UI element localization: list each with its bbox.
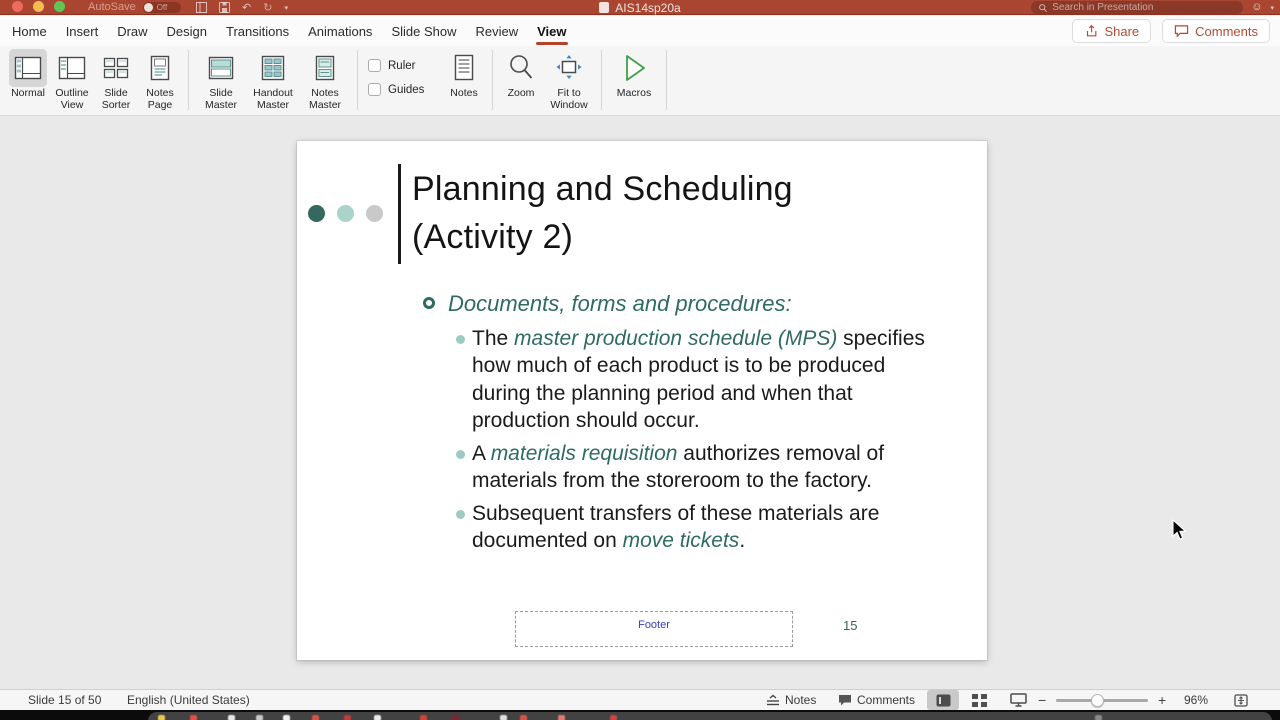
handout-master-icon xyxy=(258,53,288,83)
chevron-down-icon[interactable]: ▾ xyxy=(1270,4,1274,12)
footer-placeholder-text: Footer xyxy=(638,619,670,631)
status-slideshow-icon xyxy=(1010,693,1027,707)
guides-checkbox[interactable] xyxy=(368,83,440,96)
ruler-checkbox[interactable] xyxy=(368,59,440,72)
dock-app-icon[interactable] xyxy=(1095,715,1102,720)
dot-bullet-icon xyxy=(456,335,465,344)
notes-page-label: Notes Page xyxy=(146,87,174,111)
status-normal-view-button[interactable] xyxy=(927,690,959,710)
dock-app-icon[interactable] xyxy=(283,715,290,720)
notes-master-button[interactable] xyxy=(299,49,351,111)
dot-bullet-icon xyxy=(456,450,465,459)
fit-to-window-label: Fit to Window xyxy=(550,87,588,111)
decorative-circle-gray xyxy=(366,205,383,222)
notes-button-label: Notes xyxy=(450,87,478,99)
ring-bullet-icon xyxy=(423,297,435,309)
slide-sorter-icon xyxy=(101,53,131,83)
dock-app-icon[interactable] xyxy=(374,715,381,720)
fit-slide-to-window-button[interactable] xyxy=(1228,690,1254,710)
slide-title-line2: (Activity 2) xyxy=(412,218,574,256)
slide-position-status[interactable]: Slide 15 of 50 xyxy=(28,693,102,707)
slide-sorter-button[interactable] xyxy=(94,49,138,111)
dock-app-icon[interactable] xyxy=(158,715,165,720)
share-icon xyxy=(1084,24,1098,38)
tab-design[interactable]: Design xyxy=(166,23,208,39)
slide-body-text[interactable] xyxy=(420,290,934,560)
tab-review[interactable]: Review xyxy=(475,23,519,39)
checkbox-icon xyxy=(368,59,381,72)
text-run: Documents, forms and procedures: xyxy=(448,291,792,316)
tab-transitions[interactable]: Transitions xyxy=(226,23,290,39)
ribbon-separator xyxy=(357,50,358,110)
text-run: A xyxy=(472,441,491,465)
notes-status-label: Notes xyxy=(785,693,817,707)
comments-button[interactable] xyxy=(1162,19,1270,43)
ruler-label: Ruler xyxy=(388,59,416,72)
dock-bar xyxy=(148,712,1272,720)
mouse-cursor xyxy=(1172,519,1187,541)
tab-view[interactable]: View xyxy=(537,16,566,46)
status-bar xyxy=(0,689,1280,710)
redo-icon[interactable]: ↻ xyxy=(263,2,273,14)
dock-app-icon[interactable] xyxy=(452,715,459,720)
status-slide-sorter-icon xyxy=(972,694,987,707)
ribbon-separator xyxy=(492,50,493,110)
slide-sorter-label: Slide Sorter xyxy=(101,87,131,111)
zoom-slider-knob[interactable] xyxy=(1091,694,1104,707)
outline-view-button[interactable] xyxy=(50,49,94,111)
slide[interactable] xyxy=(297,141,987,660)
dock-app-icon[interactable] xyxy=(558,715,565,720)
ribbon-separator xyxy=(188,50,189,110)
zoom-out-button[interactable]: − xyxy=(1038,692,1047,708)
ribbon xyxy=(0,46,1280,116)
fit-to-window-button[interactable] xyxy=(543,49,595,111)
slide-canvas[interactable] xyxy=(0,117,1280,689)
dock-app-icon[interactable] xyxy=(610,715,617,720)
comment-icon xyxy=(1174,24,1189,38)
notes-toggle-button[interactable] xyxy=(442,49,486,100)
slide-number: 15 xyxy=(843,618,858,633)
ribbon-tabs xyxy=(12,16,567,46)
notes-icon xyxy=(450,53,478,83)
macos-dock xyxy=(0,710,1280,720)
dock-app-icon[interactable] xyxy=(228,715,235,720)
handout-master-button[interactable] xyxy=(247,49,299,111)
tab-draw[interactable]: Draw xyxy=(117,23,148,39)
decorative-circle-light-teal xyxy=(337,205,354,222)
ribbon-tab-row xyxy=(0,16,1280,46)
footer-placeholder[interactable] xyxy=(515,611,793,647)
slide-master-label: Slide Master xyxy=(204,87,238,111)
status-slideshow-button[interactable] xyxy=(1002,690,1034,710)
share-button[interactable] xyxy=(1072,19,1151,43)
status-normal-view-icon xyxy=(936,694,951,707)
text-run: . xyxy=(739,529,746,552)
text-run: The xyxy=(472,326,515,350)
text-run: specifies how much of each product is to be produced during the planning period and when that production should occur. xyxy=(472,326,925,432)
checkbox-icon xyxy=(368,83,381,96)
ribbon-separator xyxy=(666,50,667,110)
autosave-state: Off xyxy=(156,2,168,12)
comments-status-label: Comments xyxy=(857,693,916,707)
dot-bullet-icon xyxy=(456,510,465,519)
tab-home[interactable]: Home xyxy=(12,23,47,39)
notes-master-icon xyxy=(310,53,340,83)
text-run: master production schedule (MPS) xyxy=(514,326,838,350)
macros-play-icon xyxy=(619,53,649,83)
normal-view-label: Normal xyxy=(11,87,45,99)
titlebar xyxy=(0,0,1280,15)
title-divider-rule xyxy=(398,164,401,264)
chevron-down-icon[interactable]: ▾ xyxy=(284,4,288,12)
zoom-percentage[interactable]: 96% xyxy=(1184,693,1209,707)
text-run: Subsequent transfers of these materials are documented on xyxy=(472,501,880,552)
document-icon xyxy=(599,2,609,13)
document-title: AIS14sp20a xyxy=(615,0,681,15)
outline-view-icon xyxy=(57,53,87,83)
text-run: materials requisition xyxy=(490,441,678,465)
zoom-button-label: Zoom xyxy=(507,87,535,99)
fit-slide-icon xyxy=(1234,694,1248,707)
share-label: Share xyxy=(1104,23,1140,39)
decorative-circle-dark-teal xyxy=(308,205,325,222)
dock-app-icon[interactable] xyxy=(500,715,507,720)
dock-app-icon[interactable] xyxy=(256,715,263,720)
notes-master-label: Notes Master xyxy=(308,87,342,111)
dock-app-icon[interactable] xyxy=(190,715,197,720)
normal-view-button[interactable] xyxy=(6,49,50,100)
tab-insert[interactable]: Insert xyxy=(65,23,99,39)
macros-button[interactable] xyxy=(608,49,660,100)
notes-page-button[interactable] xyxy=(138,49,182,111)
fit-to-window-icon xyxy=(553,53,585,83)
zoom-icon xyxy=(506,53,536,83)
dock-app-icon[interactable] xyxy=(520,715,527,720)
bullet-item xyxy=(420,500,934,555)
notes-pane-toggle[interactable] xyxy=(766,690,816,710)
zoom-button[interactable] xyxy=(499,49,543,100)
ribbon-separator xyxy=(601,50,602,110)
macros-label: Macros xyxy=(616,87,652,99)
search-icon xyxy=(1039,4,1047,12)
text-run: move tickets xyxy=(622,529,740,552)
bullet-item xyxy=(420,440,934,495)
slide-title-line1: Planning and Scheduling xyxy=(412,170,793,208)
notes-pane-icon xyxy=(766,694,780,706)
zoom-in-button[interactable]: + xyxy=(1158,692,1167,708)
guides-label: Guides xyxy=(388,83,425,96)
outline-view-label: Outline View xyxy=(55,87,89,111)
tab-slide-show[interactable]: Slide Show xyxy=(391,23,457,39)
slide-title[interactable] xyxy=(412,165,793,261)
comments-pane-toggle[interactable] xyxy=(838,690,915,710)
notes-page-icon xyxy=(145,53,175,83)
dock-app-icon[interactable] xyxy=(344,715,351,720)
undo-icon[interactable]: ↶ xyxy=(242,2,252,14)
bullet-item xyxy=(420,290,934,318)
tab-animations[interactable]: Animations xyxy=(308,23,373,39)
comments-pane-icon xyxy=(838,694,852,707)
language-status[interactable]: English (United States) xyxy=(127,693,250,707)
status-slide-sorter-button[interactable] xyxy=(963,690,995,710)
feedback-smiley-icon[interactable]: ☺ xyxy=(1251,1,1263,13)
dock-app-icon[interactable] xyxy=(420,715,427,720)
autosave-label: AutoSave xyxy=(88,1,136,13)
handout-master-label: Handout Master xyxy=(253,87,293,111)
slide-master-icon xyxy=(206,53,236,83)
dock-app-icon[interactable] xyxy=(312,715,319,720)
search-placeholder: Search in Presentation xyxy=(1052,2,1154,13)
search-input[interactable] xyxy=(1031,1,1243,14)
bullet-item xyxy=(420,325,934,435)
normal-view-icon xyxy=(13,53,43,83)
comments-label: Comments xyxy=(1195,23,1258,39)
text-run: authorizes removal of materials from the storeroom to the factory. xyxy=(472,441,885,492)
slide-master-button[interactable] xyxy=(195,49,247,111)
